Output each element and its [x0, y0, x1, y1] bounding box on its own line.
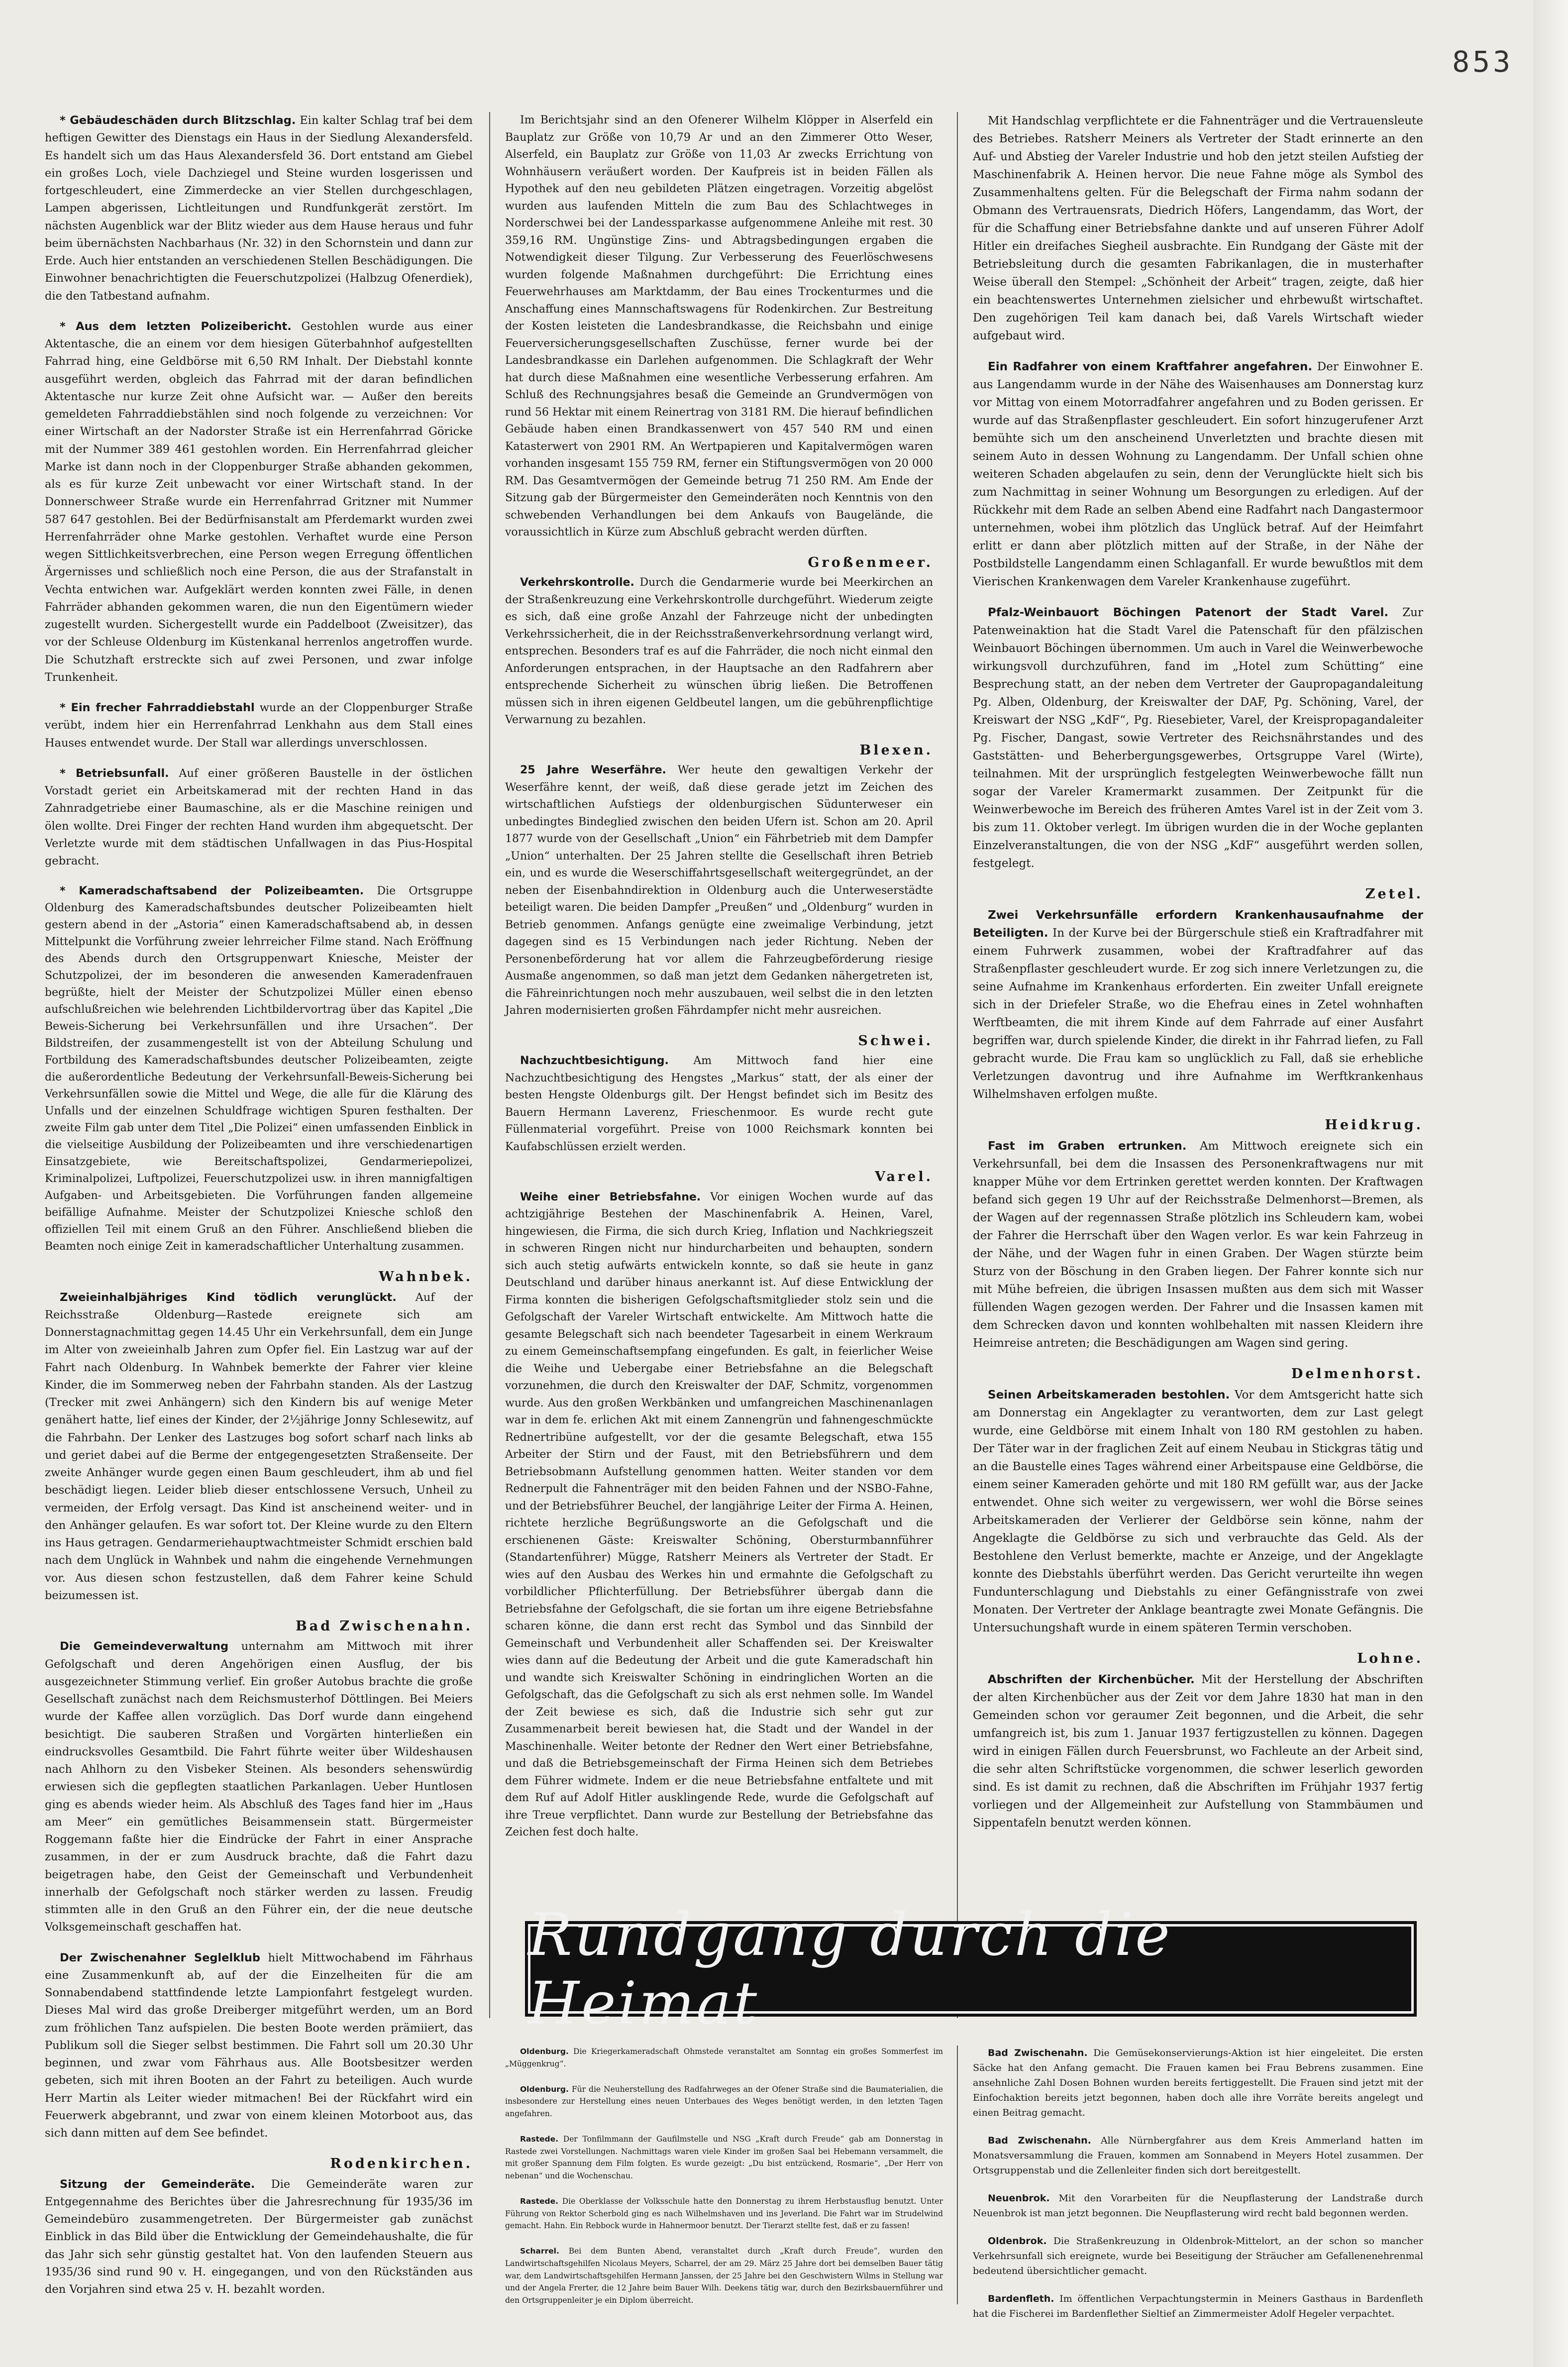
news-item-text: Auf einer größeren Baustelle in der östlichen Vorstadt geriet ein Arbeitskamerad mit der rechten Hand in das Zahnradgetriebe einer Baumaschine, als er die Maschine reinigen und ölen wollte. Drei Finger der rechten Hand wurden ihm abgequetscht. Der Verletzte wurde mit dem städtischen Unfallwagen in das Pius-Hospital gebracht. — [45, 766, 473, 867]
news-item-text: Bei dem Bunten Abend, veranstaltet durch „Kraft durch Freude“, wurden den Landwirtschaftsgehilfen Nicolaus Meyers, Scharrel, der am 29. März 25 Jahre dort bei demselben Bauer tätig war, dem Landwirtschaftsgehilfen Hermann Janssen, der 25 Jahre bei den Geschwistern Wilms in Stellung war und der Angela Frerter, die 12 Jahre beim Bauer Wilh. Deekens tätig war, durch den Bezirksbauernführer und den Ortsgruppenleiter je ein Diplom überreicht. — [505, 2247, 943, 2305]
news-item-headline: Scharrel. — [520, 2247, 559, 2256]
location-heading: Delmenhorst. — [1291, 1366, 1423, 1382]
news-item — [973, 2133, 1423, 2178]
news-item-text: Ein kalter Schlag traf bei dem heftigen Gewitter des Dienstags ein Haus in der Siedlung Alexandersfeld. Es handelt sich um das Haus Alexandersfeld 36. Dort entstand am Giebel ein großes Loch, viele Dachziegel und Steine wurden losgerissen und fortgeschleudert, eine Zimmerdecke an vier Stellen durchgeschlagen, Lampen abgerissen, Lichtleitungen und Rundfunkgerät zerstört. Im nächsten Augenblick war der Blitz wieder aus dem Hause heraus und fuhr beim übernächsten Nachbarhaus (Nr. 32) in den Schornstein und dann zur Erde. Auch hier entstanden an verschiedenen Stellen Beschädigungen. Die Einwohner benachrichtigten die Feuerschutzpolizei (Halbzug Ofenerdiek), die den Tatbestand aufnahm. — [45, 114, 473, 303]
news-item — [45, 318, 473, 686]
news-item — [505, 2195, 943, 2232]
news-item — [45, 1949, 473, 2143]
news-item — [505, 2133, 943, 2182]
news-item-headline: * Kameradschaftsabend der Polizeibeamten. — [60, 885, 364, 898]
section-banner: Rundgang durch die Heimat — [525, 1921, 1417, 2017]
news-item-headline: Zweieinhalbjähriges Kind tödlich verunglückt. — [60, 1291, 397, 1304]
location-heading: Rodenkirchen. — [330, 2156, 473, 2172]
news-item-text: Gestohlen wurde aus einer Aktentasche, die an einem vor dem hiesigen Güterbahnhof aufgestellten Fahrrad hing, eine Geldbörse mit 6,50 RM Inhalt. Der Diebstahl konnte ausgeführt werden, obgleich das Fahrrad mit der daran befindlichen Aktentasche nur kurze Zeit ohne Aufsicht war. — Außer den bereits gemeldeten Fahrraddiebstählen sind noch folgende zu verzeichnen: Vor einer Wirtschaft an der Nadorster Straße ist ein Herrenfahrrad Göricke mit der Nummer 389 461 gestohlen worden. Ein Herrenfahrrad gleicher Marke ist dann noch in der Cloppenburger Straße abhanden gekommen, als es für kurze Zeit unbewacht vor einer Wirtschaft stand. In der Donnerschweer Straße wurde ein Herrenfahrrad Gritzner mit Nummer 587 647 gestohlen. Bei der Bedürfnisanstalt am Pferdemarkt wurden zwei Herrenfahrräder ohne Marke gestohlen. Verhaftet wurde eine Person wegen Sittlichkeitsverbrechen, eine Person wegen Erregung öffentlichen Ärgernisses und schließlich noch eine Person, die aus der Strafanstalt in Vechta entwichen war. Aufgeklärt werden konnten zwei Fälle, in denen Fahrräder abhanden gekommen waren, die nun den Eigentümern wieder zugestellt wurden. Sichergestellt wurde ein Paddelboot (Zweisitzer), das vor der Schleuse Oldenburg im Küstenkanal herrenlos angetroffen wurde. Die Schutzhaft erstreckte sich auf zwei Personen, und zwar infolge Trunkenheit. — [45, 320, 473, 684]
news-item-text: Die Kriegerkameradschaft Ohmstede veranstaltet am Sonntag ein großes Sommerfest im „Müggenkrug“. — [505, 2047, 943, 2068]
news-item-text: unternahm am Mittwoch mit ihrer Gefolgschaft und deren Angehörigen einen Ausflug, der bis ausgezeichneter Stimmung verlief. Ein großer Autobus brachte die große Gesellschaft zunächst nach dem Reichsmusterhof Döttlingen. Bei Meiers wurde der Kaffee allen vorzüglich. Das Dorf wurde dann eingehend besichtigt. Die sauberen Straßen und Vorgärten hinterließen ein eindrucksvolles Gesamtbild. Die Fahrt führte weiter über Wildeshausen nach Ahlhorn zu den Visbeker Steinen. Als besonders sehenswürdig erwiesen sich die gepflegten staatlichen Parkanlagen. Ueber Huntlosen ging es abends wieder heim. Als Abschluß des Tages fand hier im „Haus am Meer“ ein gemütliches Beisammensein statt. Bürgermeister Roggemann faßte hier die Eindrücke der Fahrt in einer Ansprache zusammen, in der er zum Ausdruck brachte, daß die Fahrt dazu beigetragen habe, den Geist der Gemeinschaft und Verbundenheit innerhalb der Gefolgschaft noch stärker werden zu lassen. Freudig stimmten alle in den Gruß an den Führer ein, der die neue deutsche Volksgemeinschaft geschaffen hat. — [45, 1640, 473, 1934]
news-item-headline: Fast im Graben ertrunken. — [988, 1140, 1187, 1153]
news-item-text: Die Straßenkreuzung in Oldenbrok-Mittelort, an der schon so mancher Verkehrsunfall sich ereignete, wurde bei Beseitigung der Sträucher am Gefallenenehrenmal bedeutend übersichtlicher gemacht. — [973, 2236, 1423, 2276]
news-item — [505, 2083, 943, 2120]
news-item-text: Im Berichtsjahr sind an den Ofenerer Wilhelm Klöpper in Alserfeld ein Bauplatz zur Größe von 10,79 Ar und an den Zimmerer Otto Weser, Alserfeld, ein Bauplatz zur Größe von 11,03 Ar zwecks Errichtung von Wohnhäusern veräußert worden. Der Kaufpreis ist in beiden Fällen als Hypothek auf den neu gebildeten Plätzen eingetragen. Vorzeitig abgelöst wurden aus laufenden Mitteln die zum Bau des Schlachtweges in Norderschwei bei der Landessparkasse aufgenommene Anleihe mit rest. 30 359,16 RM. Ungünstige Zins- und Abtragsbedingungen ergaben die Notwendigkeit dieser Tilgung. Zur Verbesserung des Feuerlöschwesens wurden folgende Maßnahmen durchgeführt: Die Errichtung eines Feuerwehrhauses am Marktdamm, der Bau eines Trockenturmes und die Anschaffung eines Mannschaftswagens für Rodenkirchen. Zur Bestreitung der Kosten leisteten die Landesbrandkasse, die Reichsbahn und einige Feuerversicherungsgesellschaften Zuschüsse, ferner wurde bei der Landesbrandkasse ein Darlehen aufgenommen. Die Schlagkraft der Wehr hat durch diese Maßnahmen eine wesentliche Verbesserung erfahren. Am Schluß des Rechnungsjahres besaß die Gemeinde an Grundvermögen von rund 56 Hektar mit einem Reinertrag von 3181 RM. Die hierauf befindlichen Gebäude haben einen Brandkassenwert von 457 540 RM und einen Katasterwert von 2901 RM. An Wertpapieren und Kapitalvermögen waren vorhanden insgesamt 155 759 RM, ferner ein Stiftungsvermögen von 20 000 RM. Das Gesamtvermögen der Gemeinde betrug 71 250 RM. Am Ende der Sitzung gab der Bürgermeister den Gemeinderäten noch Kenntnis von den schwebenden Verhandlungen bei dem Ankaufs von Baugelände, die voraussichtlich in Kürze zum Abschluß gebracht werden dürften. — [505, 114, 933, 538]
news-item — [505, 2245, 943, 2307]
news-item-text: Zur Patenweinaktion hat die Stadt Varel die Patenschaft für den pfälzischen Weinbauort Böchingen übernommen. Um auch in Varel die Weinwerbewoche wirkungsvoll durchzuführen, fand im „Hotel zum Schütting“ eine Besprechung statt, an der neben dem Vertreter der Gaupropagandaleitung Pg. Alben, Oldenburg, der Kreiswalter der DAF, Pg. Schöning, Varel, der Kreiswart der NSG „KdF“, Pg. Riesebieter, Varel, der Kreispropagandaleiter Pg. Fischer, Dangast, sowie Vertreter des Reichsnährstandes und des Gaststätten- und Beherbergungsgewerbes, Ortsgruppe Varel (Wirte), teilnahmen. Mit der ursprünglich festgelegten Weinwerbewoche fällt nun sogar der Vareler Kramermarkt zusammen. Der Zeitpunkt für die Weinwerbewoche im Bereich des früheren Amtes Varel ist in der Zeit vom 3. bis zum 11. Oktober verlegt. Im übrigen wurden die in der Woche geplanten Einzelveranstaltungen, die von der NSG „KdF“ ausgeführt werden sollen, festgelegt. — [973, 606, 1423, 870]
news-item-headline: Seinen Arbeitskameraden bestohlen. — [988, 1389, 1230, 1401]
location-heading: Lohne. — [1357, 1651, 1423, 1666]
news-item — [973, 112, 1423, 345]
news-item — [973, 358, 1423, 591]
news-item — [505, 112, 933, 541]
news-item-text: wurde an der Cloppenburger Straße verübt, indem hier ein Herrenfahrrad Lenkhahn aus dem Stall eines Hauses entwendet wurde. Der Stall war allerdings unverschlossen. — [45, 701, 473, 750]
news-item-headline: Oldenburg. — [520, 2047, 569, 2056]
news-item-headline: Pfalz-Weinbauort Böchingen Patenort der Stadt Varel. — [988, 606, 1389, 619]
column-3 — [973, 112, 1423, 1845]
news-item-text: Die Ortsgruppe Oldenburg des Kameradschaftsbundes deutscher Polizeibeamten hielt gestern abend in der „Astoria“ einen Kameradschaftsabend ab, in dessen Mittelpunkt die Vorführung zweier lehrreicher Filme stand. Nach Eröffnung des Abends durch den Ortsgruppenwart Kniesche, Meister der Schutzpolizei, der im besonderen die anwesenden Kameradenfrauen begrüßte, hielt der Meister der Schutzpolizei Müller einen ebenso aufschlußreichen wie belehrenden Lichtbildervortrag über das Kapitel „Die Beweis-Sicherung bei Verkehrsunfällen und ihre Ursachen“. Der Bildstreifen, der zusammengestellt ist von der Abteilung Schulung und Fortbildung des Kameradschaftsbundes deutscher Polizeibeamten, zeigte die außerordentliche Bedeutung der Verkehrsunfall-Beweis-Sicherung bei Verkehrsunfällen sowie die Mittel und Wege, die alle für die Klärung des Unfalls und der einzelnen Schuldfrage wichtigen Spuren festhalten. Der zweite Film gab unter dem Titel „Die Polizei“ einen umfassenden Einblick in die vielseitige Ausbildung der Polizeibeamten und ihre verschiedenartigen Einsatzgebiete, wie Bereitschaftspolizei, Gendarmeriepolizei, Kriminalpolizei, Luftpolizei, Feuerschutzpolizei usw. in ihren mannigfaltigen Aufgaben- und Arbeitsgebieten. Die Vorführungen fanden allgemeine beifällige Aufnahme. Meister der Schutzpolizei Kniesche schloß den offiziellen Teil mit einem Gruß an den Führer. Anschließend blieben die Beamten noch einige Zeit in kameradschaftlicher Unterhaltung zusammen. — [45, 885, 473, 1253]
news-item-headline: Abschriften der Kirchenbücher. — [988, 1673, 1195, 1686]
news-item-text: Mit Handschlag verpflichtete er die Fahnenträger und die Vertrauensleute des Betriebes. Ratsherr Meiners als Vertreter der Stadt erinnerte an den Auf- und Abstieg der Vareler Industrie und hob den jetzt steilen Aufstieg der Maschinenfabrik A. Heinen hervor. Die neue Fahne möge als Symbol des Zusammenhaltens gelten. Für die Belegschaft der Firma nahm sodann der Obmann des Vertrauensrats, Diedrich Höfers, Langendamm, das Wort, der für die Schaffung einer Betriebsfahne dankte und auf unseren Führer Adolf Hitler ein dreifaches Siegheil ausbrachte. Ein Rundgang der Gäste mit der Betriebsleitung durch die gesamten Fabrikanlagen, die in musterhafter Weise überall den Stempel: „Schönheit der Arbeit“ tragen, zeigte, daß hier ein beachtenswertes Unternehmen zielsicher und ehrbewußt wirtschaftet. Den zugehörigen Teil kam danach bei, daß Varels Wirtschaft wieder aufgebaut wird. — [973, 114, 1423, 342]
news-item-headline: * Ein frecher Fahrraddiebstahl — [60, 701, 255, 714]
news-item — [45, 699, 473, 752]
news-item — [973, 1137, 1423, 1352]
news-item-headline: * Aus dem letzten Polizeibericht. — [60, 320, 292, 333]
news-item-headline: Rastede. — [520, 2134, 559, 2144]
news-item-headline: 25 Jahre Weserfähre. — [520, 764, 666, 776]
news-item — [45, 112, 473, 305]
location-heading: Heidkrug. — [1325, 1117, 1423, 1133]
page-number: 853 — [1452, 45, 1513, 79]
column-rule — [957, 2045, 958, 2304]
news-item-headline: Ein Radfahrer von einem Kraftfahrer angefahren. — [988, 360, 1313, 373]
location-heading: Varel. — [874, 1169, 933, 1184]
news-item-text: Die Gemüsekonservierungs-Aktion ist hier eingeleitet. Die ersten Säcke hat den Anfang gemacht. Die Frauen kamen bei Frau Bebrens zusammen. Eine ansehnliche Zahl Dosen Bohnen wurden bereits fertiggestellt. Die Frauen sind jetzt mit der Einfochaktion bereits jetzt begonnen, haben doch alle ihre Vorräte bereits angelegt und einen Beitrag gemacht. — [973, 2047, 1424, 2118]
location-heading: Zetel. — [1365, 886, 1423, 902]
news-item — [45, 1289, 473, 1605]
news-item — [45, 883, 473, 1255]
news-item-headline: Bad Zwischenahn. — [988, 2047, 1088, 2058]
news-item-headline: Rastede. — [520, 2196, 559, 2206]
news-item — [973, 2234, 1423, 2278]
news-item — [45, 2176, 473, 2299]
news-item-text: Mit den Vorarbeiten für die Neupflasterung der Landstraße durch Neuenbrok ist man jetzt begonnen. Die Neupflasterung wird recht bald begonnen werden. — [973, 2193, 1423, 2219]
news-item-text: Am Mittwoch fand hier eine Nachzuchtbesichtigung des Hengstes „Markus“ statt, der als einer der besten Hengste Oldenburgs gilt. Der Hengst befindet sich im Besitz des Bauern Hermann Laverenz, Frieschenmoor. Es wurde recht gute Füllenmaterial vorgeführt. Preise von 1000 Reichsmark konnten bei Kaufabschlüssen erzielt werden. — [505, 1055, 934, 1153]
news-item-headline: Sitzung der Gemeinderäte. — [60, 2177, 255, 2191]
news-item-text: Der Einwohner E. aus Langendamm wurde in der Nähe des Waisenhauses am Donnerstag kurz vor Mittag von einem Motorradfahrer angefahren und zu Boden gerissen. Er wurde auf das Straßenpflaster geschleudert. Ein sofort hinzugerufener Arzt bemühte sich um den anscheinend Unverletzten und brachte diesen mit seinem Auto in dessen Wohnung zu Langendamm. Der Unfall schien ohne weiteren Schaden abgelaufen zu sein, denn der Verunglückte hielt sich bis zum Nachmittag in seiner Wohnung um Besorgungen zu erledigen. Auf der Rückkehr mit dem Rade an selben Abend eine Radfahrt nach Dangastermoor unternehmen, wobei ihm plötzlich das Unglück betraf. Auf der Heimfahrt erlitt er dann aber plötzlich mitten auf der Straße, in der Nähe der Postbildstelle Langendamm einen Schlaganfall. Er wurde bewußtlos mit dem Vierischen Krankenwagen dem Vareler Krankenhause zugeführt. — [973, 360, 1424, 588]
news-item-headline: Zwei Verkehrsunfälle erfordern Krankenhausaufnahme der Beteiligten. — [973, 909, 1423, 940]
news-item-headline: Verkehrskontrolle. — [520, 576, 634, 589]
column-1 — [45, 112, 473, 2311]
location-heading: Großenmeer. — [808, 554, 933, 570]
news-item-headline: Oldenburg. — [520, 2084, 569, 2094]
news-item-text: Mit der Herstellung der Abschriften der alten Kirchenbücher aus der Zeit vor dem Jahre 1830 hat man in den Gemeinden schon vor geraumer Zeit begonnen, und die Arbeit, die sehr umfangreich ist, bis zum 1. Januar 1937 fertigzustellen zu können. Dagegen wird in einigen Fällen durch Feuersbrunst, wo Fachleute an der Arbeit sind, die sehr alten Schriftstücke vorgenommen, die schwer leserlich geworden sind. Es ist damit zu rechnen, daß die Abschriften im Frühjahr 1937 fertig vorliegen und der Allgemeinheit zur Aufstellung von Stammbäumen und Sippentafeln benutzt werden können. — [973, 1673, 1424, 1829]
news-item — [973, 906, 1423, 1103]
news-item-headline: Nachzuchtbesichtigung. — [520, 1055, 669, 1067]
news-item — [45, 1638, 473, 1936]
news-item — [505, 2045, 943, 2070]
news-item — [45, 765, 473, 870]
news-item-text: Die Oberklasse der Volksschule hatte den Donnerstag zu ihrem Herbstausflug benutzt. Unter Führung von Rektor Scherbold ging es nach Wilhelmshaven und ins Jeverland. Die Fahrt war im Strudelwind gemacht. Hahn. Ein Rebbock wurde in Hahnermoor benutzt. Der Tierarzt stellte fest, daß er zu fassen! — [505, 2196, 943, 2231]
news-item-headline: Der Zwischenahner Seglelklub — [60, 1951, 261, 1964]
binding-edge — [1533, 0, 1568, 2367]
location-heading: Bad Zwischenahn. — [295, 1618, 473, 1634]
news-item — [505, 1189, 933, 1841]
column-rule — [957, 112, 958, 2018]
news-item-text: In der Kurve bei der Bürgerschule stieß ein Kraftradfahrer mit einem Fuhrwerk zusammen, wobei der Kraftradfahrer auf das Straßenpflaster geschleudert wurde. Er zog sich innere Verletzungen zu, die seine Aufnahme im Krankenhaus erforderten. Ein zweiter Unfall ereignete sich in der Driefeler Straße, wo die Ehefrau eines in Zetel wohnhaften Werftbeamten, die mit ihrem Kinde auf dem Fahrrade auf einer Ausfahrt begriffen war, durch spielende Kinder, die direkt in ihr Fahrrad liefen, zu Fall gebracht wurde. Die Frau kam so unglücklich zu Fall, daß sie erhebliche Verletzungen davontrug und ihre Aufnahme im Werftkrankenhaus Wilhelmshaven erfolgen mußte. — [973, 927, 1424, 1101]
news-item-text: Die Gemeinderäte waren zur Entgegennahme des Berichtes über die Jahresrechnung für 1935/36 im Gemeindebüro zusammengetreten. Der Bürgermeister gab zunächst Einblick in das Bild über die Entwicklung der Gemeindehaushalte, die für das Jahr sich sehr günstig gestaltet hat. Von den laufenden Steuern aus 1935/36 sind rund 90 v. H. eingegangen, und von den Rückständen aus den Vorjahren sind etwa 25 v. H. bezahlt worden. — [45, 2177, 473, 2296]
news-item — [505, 574, 933, 729]
news-item-text: Alle Nürnbergfahrer aus dem Kreis Ammerland hatten im Monatsversammlung die Frauen, kommen am Sonnabend in Meyers Hotel zusammen. Der Ortsgruppenstab und die Zellenleiter finden sich dort bereitgestellt. — [973, 2135, 1423, 2176]
news-item-text: Vor einigen Wochen wurde auf das achtzigjährige Bestehen der Maschinenfabrik A. Heinen, Varel, hingewiesen, die Firma, die sich durch Krieg, Inflation und Nachkriegszeit in schweren Ringen nicht nur hindurcharbeiten und behaupten, sondern sich auch stetig aufwärts entwickeln konnte, so daß sie heute in ganz Deutschland und darüber hinaus anerkannt ist. Auf diese Entwicklung der Firma konnten die bisherigen Gefolgschaftsmitglieder stolz sein und die Gefolgschaft der Vareler Wirtschaft entwickelte. Am Mittwoch hatte die gesamte Belegschaft sich nach beendeter Tagesarbeit in einem Werkraum zu einem Gemeinschaftsempfang eingefunden. Es galt, in feierlicher Weise die Weihe und Uebergabe einer Betriebsfahne an die Belegschaft vorzunehmen, die durch den Kreiswalter der DAF, Schmitz, vorgenommen wurde. Aus den großen Werkbänken und umfangreichen Maschinenanlagen war in dem fe. erlichen Akt mit einem Zannengrün und fahnengeschmückte Rednertribüne aufgestellt, vor der die gesamte Belegschaft, etwa 155 Arbeiter der Stirn und der Faust, mit den Betriebsführern und dem Betriebsobmann Aufstellung genommen hatten. Weiter standen vor dem Rednerpult die Fahnenträger mit den beiden Fahnen und der NSBO-Fahne, und der Betriebsführer Beuchel, der langjährige Leiter der Firma A. Heinen, richtete herzliche Begrüßungsworte an die Gefolgschaft und die erschienenen Gäste: Kreiswalter Schöning, Obersturmbannführer (Standartenführer) Mügge, Ratsherr Meiners als Vertreter der Stadt. Er wies auf den Ausbau des Werkes hin und ermahnte die Gefolgschaft zu vorbildlicher Pflichterfüllung. Der Betriebsführer übergab dann die Betriebsfahne der Gefolgschaft, die sie fortan um ihre eigene Betriebsfahne scharen könne, die dann erst recht das Symbol und das Sinnbild der Gemeinschaft und Verbundenheit aller Schaffenden sei. Der Kreiswalter wies dann auf die Bedeutung der Arbeit und die gute Kameradschaft hin und wandte sich Kreiswalter Schöning in eindringlichen Worten an die Gefolgschaft, das die Gefolgschaft zu sich als erst nehmen solle. Im Wandel der Zeit bewiese es sich, daß die Industrie sich sehr gut zur Zusammenarbeit bereit bewiesen hat, die Stadt und der Wandel in der Maschinenhalle. Weiter betonte der Redner den Wert einer Betriebsfahne, und daß die Betriebsgemeinschaft der Firma Heinen sich dem Betriebes dem Führer widmete. Indem er die neue Betriebsfahne entfaltete und mit dem Ruf auf Adolf Hitler ausklingende Rede, wurde die Gefolgschaft auf ihre Treue verpflichtet. Dann wurde zur Bestellung der Betriebsfahne das Zeichen fest doch halte. — [505, 1190, 933, 1838]
news-item — [973, 1671, 1423, 1832]
location-heading: Schwei. — [858, 1033, 933, 1049]
news-item-text: Am Mittwoch ereignete sich ein Verkehrsunfall, bei dem die Insassen des Personenkraftwagens nur mit knapper Mühe vor dem Ertrinken gerettet werden konnten. Der Kraftwagen befand sich gegen 19 Uhr auf der Reichsstraße Delmenhorst—Bremen, als der Wagen auf der regennassen Straße plötzlich ins Schleudern kam, wobei der Fahrer die Herrschaft über den Wagen verlor. Es war kein Fahrzeug in der Nähe, und der Wagen fuhr in einen Graben. Der Wagen stürzte beim Sturz von der Böschung in den Graben liegen. Der Fahrer konnte sich nur mit Mühe befreien, die übrigen Insassen mußten aus dem sich mit Wasser füllenden Wagen gezogen werden. Der Fahrer und die Insassen kamen mit dem Schrecken davon und konnten wohlbehalten mit nassen Kleidern ihre Heimreise antreten; die Beschädigungen am Wagen sind gering. — [973, 1140, 1423, 1350]
news-item — [973, 1386, 1423, 1637]
news-item — [973, 604, 1423, 872]
news-item-headline: Bardenfleth. — [988, 2293, 1054, 2304]
news-item-headline: Neuenbrok. — [988, 2193, 1050, 2204]
news-item-text: Im öffentlichen Verpachtungstermin in Meiners Gasthaus in Bardenfleth hat die Fischerei im Bardenflether Sieltief an Zimmermeister Adolf Hegeler verpachtet. — [973, 2293, 1423, 2319]
column-rule — [489, 112, 490, 2018]
news-item — [973, 2191, 1423, 2221]
news-item-headline: Bad Zwischenahn. — [988, 2135, 1091, 2146]
bottom-column-1 — [505, 2045, 943, 2320]
bottom-column-2 — [973, 2045, 1423, 2334]
news-item-text: hielt Mittwochabend im Fährhaus eine Zusammenkunft ab, auf der die Einzelheiten für die am Sonnabendabend stattfindende letzte Lampionfahrt festgelegt wurden. Dieses Mal wird das große Dreiberger mitgeführt werden, um an Bord zum fröhlichen Tanz aufspielen. Die besten Boote werden prämiiert, das Publikum soll die Sieger selbst bestimmen. Die Fahrt soll um 20.30 Uhr beginnen, und zwar vom Fährhaus aus. Alle Bootsbesitzer werden gebeten, sich mit ihren Booten an der Fahrt zu beteiligen. Auch wurde Herr Martin als Leiter wieder mitmachen! Bei der Rückfahrt wird ein Feuerwerk abgebrannt, und zwar von einem kleinen Motorboot aus, das sich dann mitten auf dem See befindet. — [45, 1951, 473, 2140]
news-item-text: Der Tonfilmmann der Gaufilmstelle und NSG „Kraft durch Freude“ gab am Donnerstag in Rastede zwei Vorstellungen. Nachmittags waren viele Kinder im großen Saal bei Hebemann versammelt, die mit großer Spannung dem Film folgten. Es wurde gezeigt: „Du bist entzückend, Rosmarie“, „Der Herr von nebenan“ und die Wochenschau. — [505, 2134, 943, 2180]
news-item — [973, 2291, 1423, 2321]
news-item-headline: Weihe einer Betriebsfahne. — [520, 1190, 701, 1203]
news-item-text: Auf der Reichsstraße Oldenburg—Rastede ereignete sich am Donnerstagnachmittag gegen 14.45 Uhr ein Verkehrsunfall, dem ein Junge im Alter von zweieinhalb Jahren zum Opfer fiel. Ein Lastzug war auf der Fahrt nach Oldenburg. In Wahnbek bemerkte der Fahrer vier kleine Kinder, die im Sommerweg neben der Fahrbahn standen. Als der Lastzug (Trecker mit zwei Anhängern) sich den Kindern bis auf wenige Meter genähert hatte, lief eines der Kinder, der 2½jährige Jonny Schlesewitz, auf die Fahrbahn. Der Lenker des Lastzuges bog sofort scharf nach links ab und geriet dabei auf die Berme der entgegengesetzten Straßenseite. Der zweite Anhänger wurde gegen einen Baum geschleudert, ihm ab und fiel beschädigt liegen. Leider blieb dieser entschlossene Versuch, Unheil zu vermeiden, der Erfolg versagt. Das Kind ist anscheinend weiter- und in den Anhänger gelaufen. Es war sofort tot. Der Kleine wurde zu den Eltern ins Haus getragen. Gendarmeriehauptwachtmeister Schmidt erschien bald nach dem Unglück in Wahnbek und nahm die eingehende Vernehmungen vor. Aus diesen schon festzustellen, daß dem Fahrer keine Schuld beizumessen ist. — [45, 1291, 473, 1602]
news-item-headline: Oldenbrok. — [988, 2236, 1047, 2247]
news-item-text: Wer heute den gewaltigen Verkehr der Weserfähre kennt, der weiß, daß diese gerade jetzt im Zeichen des wirtschaftlichen Aufstiegs der oldenburgischen Südunterweser ein unbedingtes Bindeglied zwischen den beiden Ufern ist. Schon am 20. April 1877 wurde von der Gesellschaft „Union“ ein Fährbetrieb mit dem Dampfer „Union“ unterhalten. Der 25 Jahren stellte die Gesellschaft ihren Betrieb ein, und es wurde die Weserschiffahrtsgesellschaft weitergegründet, an der neben der Eisenbahndirektion in Oldenburg auch die Unterweserstädte beteiligt waren. Die beiden Dampfer „Preußen“ und „Oldenburg“ wurden in Betrieb genommen. Anfangs genügte eine zweimalige Verbindung, jetzt dagegen sind es 15 Verbindungen nach jeder Richtung. Neben der Personenbeförderung hat vor allem die Fahrzeugbeförderung riesige Ausmaße angenommen, so daß man jetzt dem Gedanken nähergetreten ist, die Fähreinrichtungen noch mehr auszubauen, weil selbst die in den letzten Jahren modernisierten großen Fährdampfer nicht mehr ausreichen. — [505, 764, 934, 1017]
news-item — [505, 1053, 933, 1156]
location-heading: Wahnbek. — [379, 1269, 473, 1285]
news-item-text: Vor dem Amtsgericht hatte sich am Donnerstag ein Angeklagter zu verantworten, dem zur Last gelegt wurde, eine Geldbörse mit einem Inhalt von 180 RM gestohlen zu haben. Der Täter war in der fraglichen Zeit auf einem Neubau in Stickgras tätig und an die Baustelle eines Tages während einer Arbeitspause eine Geldbörse, die einem seiner Kameraden gehörte und mit 180 RM gefüllt war, aus der Jacke entwendet. Ohne sich weiter zu vergewissern, wer wohl die Börse seines Arbeitskameraden der Verlierer der Geldbörse sein könne, nahm der Angeklagte die Geldbörse zu sich und verbrauchte das Geld. Als der Bestohlene den Verlust bemerkte, machte er Anzeige, und der Angeklagte konnte des Diebstahls überführt werden. Das Gericht verurteilte ihn wegen Fundunterschlagung und Diebstahls zu einer Gefängnisstrafe von zwei Monaten. Der Vertreter der Anklage beantragte zwei Monate Gefängnis. Die Untersuchungshaft wurde in einem späteren Termin verschoben. — [973, 1389, 1424, 1634]
column-2 — [505, 112, 933, 1854]
news-item-headline: Die Gemeindeverwaltung — [60, 1640, 229, 1653]
news-item-headline: * Gebäudeschäden durch Blitzschlag. — [60, 114, 296, 127]
news-item-text: Durch die Gendarmerie wurde bei Meerkirchen an der Straßenkreuzung eine Verkehrskontrolle durchgeführt. Wiederum zeigte es sich, daß eine große Anzahl der Fahrzeuge nicht der unbedingten Verkehrssicherheit, die in der Reichsstraßenverkehrsordnung verlangt wird, entsprechen. Besonders traf es auf die Fahrräder, die noch nicht einmal den Anforderungen entsprachen, in der Hauptsache an den Radfahrern aber entsprechende Sicherheit zu wünschen übrig ließen. Die Betroffenen müssen sich in ihren eigenen Geldbeutel langen, um die gebührenpflichtige Verwarnung zu bezahlen. — [505, 576, 933, 726]
location-heading: Blexen. — [859, 742, 933, 758]
news-item-text: Für die Neuherstellung des Radfahrweges an der Ofener Straße sind die Baumaterialien, die insbesondere zur Herstellung eines neuen Unterbaues des Weges benötigt werden, in den letzten Tagen angefahren. — [505, 2084, 943, 2118]
news-item — [505, 762, 933, 1020]
news-item — [973, 2045, 1423, 2120]
news-item-headline: * Betriebsunfall. — [60, 766, 169, 780]
